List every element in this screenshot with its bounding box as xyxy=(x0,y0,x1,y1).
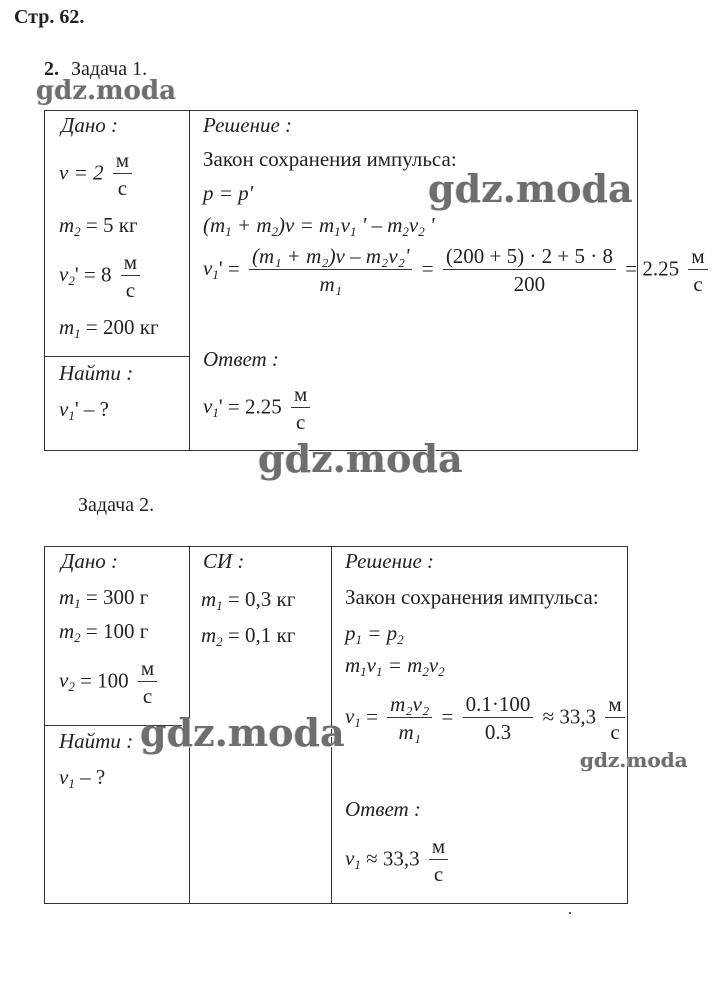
task2-given-header: Дано : xyxy=(61,549,119,573)
task2-eq1: $p_1 = p_2$ xyxy=(345,621,404,647)
task1-eq1: p = p' xyxy=(203,181,254,205)
task2-eq3-fraction-symbolic: $\frac{\text{m₂v₂}}{\text{m₁}}$ xyxy=(387,693,432,744)
task1-eq2: $(m_1 + m_2)v = m_1v_1$ ' – $m_2v_2$ ' xyxy=(203,213,435,239)
unit-m-per-s: $\frac{м}{с}$ xyxy=(291,383,310,434)
task1-given-v: v = 2 $\frac{м}{с}$ xyxy=(59,149,136,200)
task1-find-header: Найти : xyxy=(59,361,134,385)
task1-answer: $v_1' = 2.25$ $\frac{м}{с}$ xyxy=(203,383,314,434)
task2-title: Задача 2. xyxy=(78,494,155,516)
task1-row-divider xyxy=(45,356,189,357)
task1-given-v2: $v_2' = 8$ $\frac{м}{с}$ xyxy=(59,251,144,302)
task1-find-value: $v_1'$ – ? xyxy=(59,397,109,423)
unit-m-per-s: $\frac{м}{с}$ xyxy=(429,835,448,886)
task1-table xyxy=(44,110,705,451)
task1-eq3-fraction-symbolic: $\frac{\text{(m₁ + m₂)v – m₂v₂'}}{\text{m₁}}$ xyxy=(249,245,413,296)
task2-law: Закон сохранения импульса: xyxy=(345,585,599,609)
task2-eq2: $m_1v_1 = m_2v_2$ xyxy=(345,653,445,679)
task2-eq3: $v_1$ = $\frac{\text{m₂v₂}}{\text{m₁}}$ = $\frac{0.1\cdot 100}{0.3}$ ≈ 33,3 $\frac{м}{с}$ xyxy=(345,693,629,744)
watermark-logo: gdz.moda xyxy=(580,748,688,772)
task1-eq3: $v_1'$ = $\frac{\text{(m₁ + m₂)v – m₂v₂'}}{\text{m₁}}$ = $\frac{(200 + 5) \cdot 2 + 5 \cdot 8}{200}$ = 2.25 $\frac{м}{с}$ xyxy=(203,245,712,296)
task2-given-m2: $m_2 = 100$ г xyxy=(59,619,149,645)
unit-m-per-s: $\frac{м}{с}$ xyxy=(113,149,132,200)
stray-dot xyxy=(569,912,571,914)
unit-m-per-s: $\frac{м}{с}$ xyxy=(138,657,157,708)
task2-given-v2: $v_2 = 100$ $\frac{м}{с}$ xyxy=(59,657,161,708)
task2-find-value: $v_1$ – ? xyxy=(59,765,106,791)
task1-eq3-fraction-numeric: $\frac{(200 + 5) \cdot 2 + 5 \cdot 8}{200}$ xyxy=(443,245,616,296)
unit-m-per-s: $\frac{м}{с}$ xyxy=(121,251,140,302)
task1-answer-header: Ответ : xyxy=(203,347,279,371)
task1-given-m2: $m_2 = 5$ кг xyxy=(59,213,138,239)
task1-column-divider xyxy=(189,111,190,450)
task2-solution-header: Решение : xyxy=(345,549,435,573)
task1-given-header: Дано : xyxy=(61,113,119,137)
task1-title: Задача 1. xyxy=(71,58,148,80)
task2-eq3-fraction-numeric: $\frac{0.1\cdot 100}{0.3}$ xyxy=(463,693,534,744)
task2-answer: $v_1 \approx 33,3$ $\frac{м}{с}$ xyxy=(345,835,452,886)
task2-si-m2: $m_2 = 0,1$ кг xyxy=(201,623,296,649)
task2-find-header: Найти : xyxy=(59,729,134,753)
task1-law: Закон сохранения импульса: xyxy=(203,147,457,171)
task2-si-header: СИ : xyxy=(203,549,245,573)
task2-answer-header: Ответ : xyxy=(345,797,421,821)
watermark-logo: gdz.moda xyxy=(36,76,177,106)
task1-given-m1: $m_1 = 200$ кг xyxy=(59,315,159,341)
unit-m-per-s: $\frac{м}{с}$ xyxy=(688,245,707,296)
task1-number: 2. xyxy=(44,58,59,80)
watermark-logo: gdz.moda xyxy=(258,436,463,481)
task2-given-m1: $m_1 = 300$ г xyxy=(59,585,149,611)
task1-solution-header: Решение : xyxy=(203,113,293,137)
page-reference: Стр. 62. xyxy=(14,6,85,28)
watermark-logo: gdz.moda xyxy=(428,166,633,211)
unit-m-per-s: $\frac{м}{с}$ xyxy=(605,693,624,744)
watermark-logo: gdz.moda xyxy=(140,710,345,755)
task2-si-m1: $m_1 = 0,3$ кг xyxy=(201,587,296,613)
